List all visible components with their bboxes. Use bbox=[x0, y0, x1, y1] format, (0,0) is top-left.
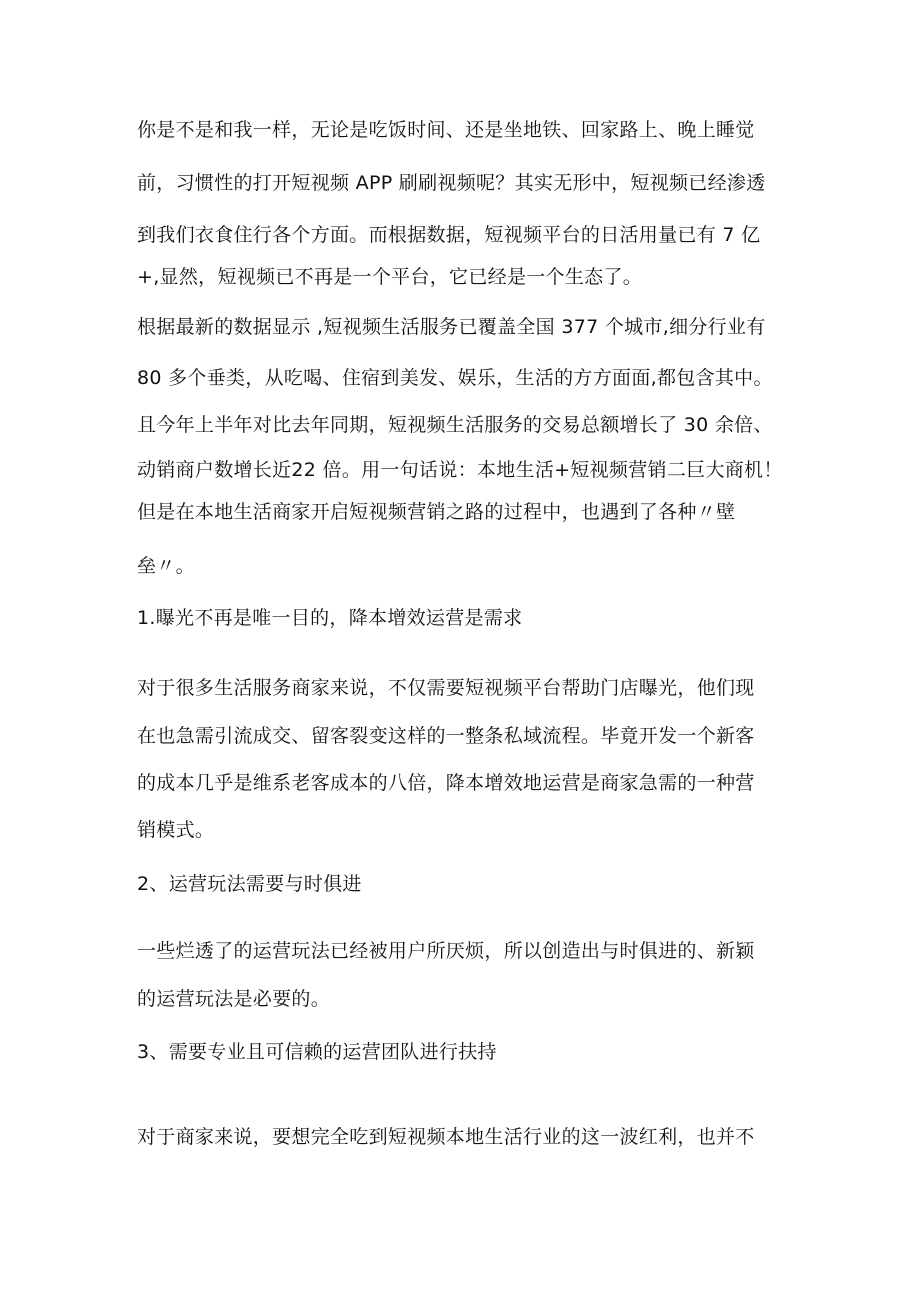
paragraph-line: 对于很多生活服务商家来说，不仅需要短视频平台帮助门店曝光，他们现 bbox=[137, 677, 755, 699]
section-heading: 3、需要专业且可信赖的运营团队进行扶持 bbox=[137, 1041, 497, 1063]
paragraph-line: 80 多个垂类，从吃喝、住宿到美发、娱乐，生活的方方面面,都包含其中。 bbox=[137, 367, 773, 389]
paragraph-line: 到我们衣食住行各个方面。而根据数据，短视频平台的日活用量已有 7 亿 bbox=[137, 224, 761, 246]
paragraph-line: 前，习惯性的打开短视频 APP 刷刷视频呢？其实无形中，短视频已经渗透 bbox=[137, 172, 766, 194]
paragraph-line: 动销商户数增长近22 倍。用一句话说：本地生活+短视频营销二巨大商机！ bbox=[137, 459, 783, 481]
paragraph-line: +,显然，短视频已不再是一个平台，它已经是一个生态了。 bbox=[137, 266, 643, 288]
paragraph-line: 一些烂透了的运营玩法已经被用户所厌烦，所以创造出与时俱进的、新颖 bbox=[137, 940, 755, 962]
paragraph-line: 且今年上半年对比去年同期，短视频生活服务的交易总额增长了 30 余倍、 bbox=[137, 414, 773, 436]
paragraph-line: 的运营玩法是必要的。 bbox=[137, 988, 331, 1010]
paragraph-line: 在也急需引流成交、留客裂变这样的一整条私域流程。毕竟开发一个新客 bbox=[137, 725, 755, 747]
paragraph-line: 但是在本地生活商家开启短视频营销之路的过程中，也遇到了各种〃壁 bbox=[137, 501, 736, 523]
paragraph-line: 根据最新的数据显示 ,短视频生活服务已覆盖全国 377 个城市,细分行业有 bbox=[137, 316, 766, 338]
section-heading: 1.曝光不再是唯一目的，降本增效运营是需求 bbox=[137, 607, 523, 629]
paragraph-line: 的成本几乎是维系老客成本的八倍，降本增效地运营是商家急需的一种营 bbox=[137, 772, 755, 794]
paragraph-line: 你是不是和我一样，无论是吃饭时间、还是坐地铁、回家路上、晚上睡觉 bbox=[137, 119, 755, 141]
paragraph-line: 销模式。 bbox=[137, 819, 215, 841]
section-heading: 2、运营玩法需要与时俱进 bbox=[137, 873, 362, 895]
paragraph-line: 对于商家来说，要想完全吃到短视频本地生活行业的这一波红利，也并不 bbox=[137, 1126, 755, 1148]
paragraph-line: 垒〃。 bbox=[137, 555, 195, 577]
